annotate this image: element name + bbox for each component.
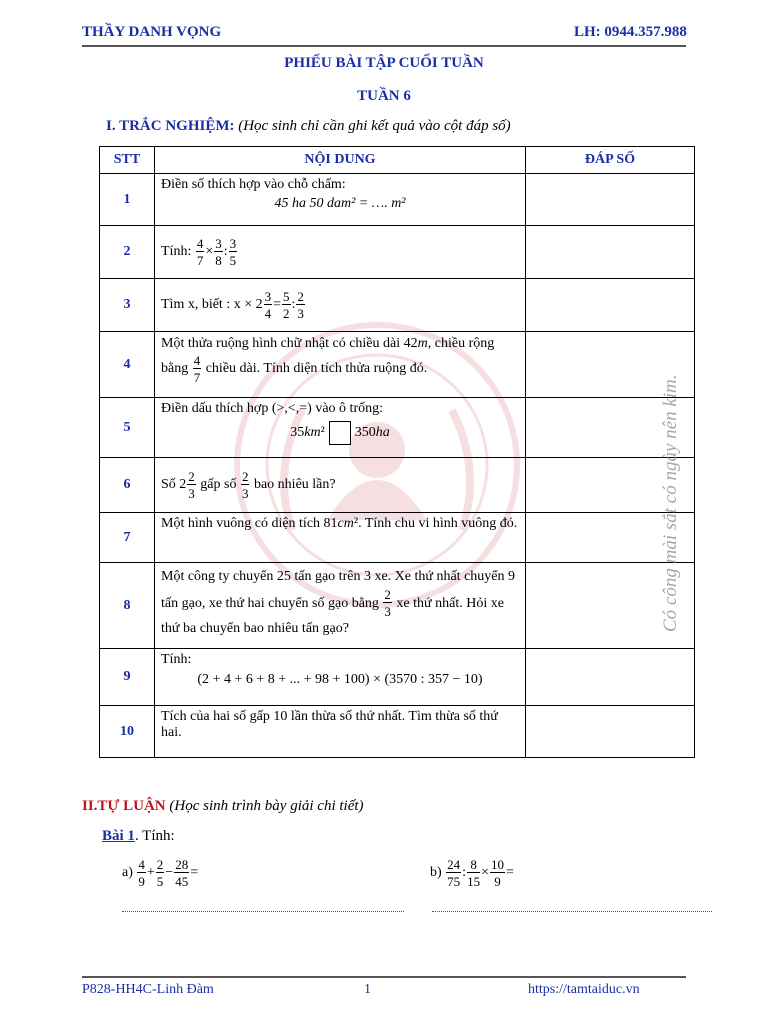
row-content: [155, 649, 526, 706]
row-number: 10: [100, 706, 155, 758]
row-text: Tìm x, biết :: [161, 297, 231, 313]
row-formula-visual: 35km² 350ha: [161, 421, 519, 445]
header-author: THẦY DANH VỌNG: [82, 24, 222, 40]
row-text: Điền số thích hợp vào chỗ chấm:: [161, 177, 346, 192]
footer-address: P828-HH4C-Linh Đàm: [82, 982, 214, 997]
section2-note: (Học sinh trình bày giải chi tiết): [169, 798, 364, 814]
row-text: Tính:: [161, 652, 192, 667]
row-content: [155, 279, 526, 332]
footer-divider: [82, 976, 686, 978]
table-header-row: [100, 147, 695, 174]
row-text: Số 2 $\frac{2}{3}$ gấp số $\frac{2}{3}$ bao nhiêu lần?: [161, 469, 336, 501]
exercise-b-expr: $\frac{24}{75}$ : $\frac{8}{15}$ × $\frac{10}{9}$ =: [447, 857, 514, 889]
section2-heading: II.TỰ LUẬN: [82, 798, 166, 814]
row-content: [155, 563, 526, 649]
table-row: [100, 563, 695, 649]
row-number: 3: [100, 279, 155, 332]
header-divider: [82, 45, 686, 47]
col-header-content: NỘI DUNG: [155, 147, 526, 174]
row-number: 1: [100, 174, 155, 226]
exercise-a: [122, 858, 198, 888]
answer-line-b[interactable]: [432, 911, 712, 912]
table-row: [100, 458, 695, 513]
answer-cell[interactable]: [526, 279, 695, 332]
header-contact: LH: 0944.357.988: [574, 24, 687, 40]
answer-cell[interactable]: [526, 174, 695, 226]
col-header-answer: ĐÁP SỐ: [526, 147, 695, 174]
row-text: Điền dấu thích hợp (>,<,=) vào ô trống:: [161, 401, 383, 416]
row-text: Tính:: [161, 244, 192, 260]
row-text: Một hình vuông có diện tích 81cm². Tính chu vi hình vuông đó.: [161, 516, 518, 531]
row-content: [155, 513, 526, 563]
row-text: Một thửa ruộng hình chữ nhật có chiều dài 42m, chiều rộng bằng $\frac{4}{7}$ chiều dài. Tính diện tích thửa ruộng đó.: [161, 336, 495, 385]
table-row: [100, 226, 695, 279]
exercise-b-label: b): [430, 865, 442, 881]
table-row: [100, 332, 695, 398]
row-number: 7: [100, 513, 155, 563]
row-number: 9: [100, 649, 155, 706]
table-row: [100, 398, 695, 458]
row-text: Tích của hai số gấp 10 lần thừa số thứ nhất. Tìm thừa số thứ hai.: [161, 709, 498, 740]
table-row: [100, 513, 695, 563]
row-text: Một công ty chuyển 25 tấn gạo trên 3 xe. Xe thứ nhất chuyển 9 tấn gạo, xe thứ hai chuyển số gạo bằng $\frac{2}{3}$ xe thứ nhất. Hỏi xe thứ ba chuyển bao nhiêu tấn gạo?: [161, 569, 515, 637]
row-content: [155, 332, 526, 398]
row-number: 2: [100, 226, 155, 279]
answer-line-a[interactable]: [122, 911, 404, 912]
answer-cell[interactable]: [526, 706, 695, 758]
row-number: 4: [100, 332, 155, 398]
answer-cell[interactable]: [526, 226, 695, 279]
bai1-rest: . Tính:: [134, 828, 175, 844]
section2-heading-line: [82, 798, 364, 815]
exercise-a-label: a): [122, 865, 133, 881]
comparison-box[interactable]: [329, 421, 351, 445]
row-number: 5: [100, 398, 155, 458]
row-content: [155, 174, 526, 226]
row-formula: (2 + 4 + 6 + 8 + ... + 98 + 100) × (3570 : 357 − 10): [197, 672, 483, 687]
page-title: PHIẾU BÀI TẬP CUỐI TUẦN: [284, 55, 484, 71]
row-content: [155, 398, 526, 458]
row-formula-visual: $\frac{4}{7}$ × $\frac{3}{8}$ : $\frac{3}{5}$: [196, 236, 237, 268]
section1-note: (Học sinh chỉ cần ghi kết quả vào cột đáp số): [238, 118, 511, 134]
side-motto: Có công mài sắt có ngày nên kim.: [660, 374, 681, 632]
row-formula-visual: x × 2 $\frac{3}{4}$ = $\frac{5}{2}$ : $\frac{2}{3}$: [233, 289, 304, 321]
bai1-heading: [102, 828, 175, 845]
table-row: [100, 649, 695, 706]
exercise-a-expr: $\frac{4}{9}$ + $\frac{2}{5}$ − $\frac{28}{45}$ =: [138, 857, 199, 889]
row-content: [155, 226, 526, 279]
page-number: 1: [364, 982, 371, 997]
row-number: 8: [100, 563, 155, 649]
bai1-label: Bài 1: [102, 828, 135, 844]
row-content: [155, 458, 526, 513]
footer-website-link[interactable]: https://tamtaiduc.vn: [528, 982, 640, 997]
row-content: [155, 706, 526, 758]
row-formula: 45 ha 50 dam² = …. m²: [274, 196, 406, 211]
exercise-b: [430, 858, 514, 888]
quiz-table: [99, 146, 695, 758]
row-number: 6: [100, 458, 155, 513]
col-header-stt: STT: [100, 147, 155, 174]
table-row: [100, 706, 695, 758]
table-row: [100, 279, 695, 332]
table-row: [100, 174, 695, 226]
answer-cell[interactable]: [526, 649, 695, 706]
section1-heading: I. TRẮC NGHIỆM:: [106, 118, 235, 134]
week-label: TUẦN 6: [357, 88, 411, 104]
section1-heading-line: [106, 118, 511, 135]
